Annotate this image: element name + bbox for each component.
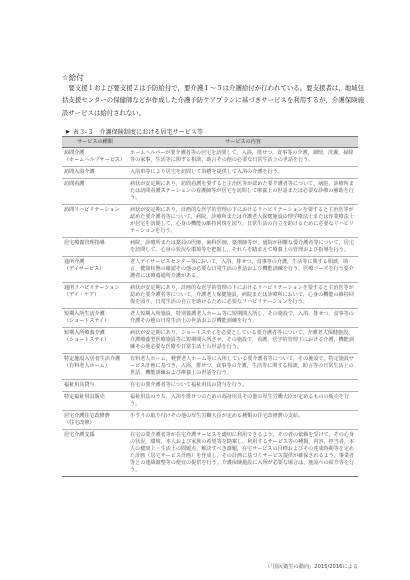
service-name: 通所介護 (64, 259, 85, 265)
service-content-cell: 手すりの取り付けその他の厚生労働大臣が定める種類の住宅改修費の支給。 (128, 411, 358, 430)
table-row (62, 283, 358, 309)
table-row (62, 309, 358, 328)
service-alias: （住宅改修） (64, 420, 95, 426)
table-row (62, 411, 358, 430)
service-type-cell (62, 411, 128, 430)
service-name: 短期入所療養介護 (64, 330, 105, 336)
column-header-service-content: サービスの内容 (128, 137, 358, 148)
caption-text: 表３-３ 介護保険制度における居宅サービス等 (72, 129, 204, 136)
service-alias: （デイサービス） (64, 266, 105, 272)
service-name: 通所リハビリテーション (64, 285, 120, 291)
service-name: 特定福祉用具販売 (64, 394, 105, 400)
service-name: 居宅介護支援 (64, 432, 95, 438)
table-header-row (62, 137, 358, 148)
service-name: 訪問入浴介護 (64, 169, 95, 175)
service-name: 訪問看護 (64, 181, 85, 187)
intro-text (62, 82, 364, 119)
service-content-cell: 病状が安定期にあり，計画的な医学的管理の下におけるリハビリテーションを要すると主治医等が認めた要介護者等について，介護老人保健施設，病院または診療所において，心身の機能の維持回復を図り，日常生活の自立を助けるために必要なリハビリテーションを行う。 (128, 283, 358, 309)
service-type-cell (62, 328, 128, 354)
service-type-cell (62, 205, 128, 238)
table-row (62, 167, 358, 179)
service-content-cell: 福祉用具のうち，入浴や排せつのための福祉用具その他の厚生労働大臣が定めるものの販売を行う。 (128, 392, 358, 411)
service-content-cell: 在宅の要介護者等が在宅介護サービスを適切に利用できるよう，その者の依頼を受けて，その心身の状況，環境，本人および家族の希望等を勘案し，利用するサービス等の種類，内容，担当者，本人の健康上・生活上の問題点，解決すべき課題，在宅サービスの目標およびその達成時期等を定めた計画（居宅サービス計画）を作成し，その計画に基づくサービス提供が確保されるよう，事業者等との連絡調整等の便宜の提供を行う。介護保険施設に入所が必要な場合は，施設への紹介等を行う。 (128, 430, 358, 477)
service-type-cell (62, 257, 128, 283)
service-content-cell: 病状が安定期にあり，ショートステイを必要としている要介護者等について，介護老人保健施設，介護療養型医療施設等に短期間入所させ，その施設で，看護，医学的管理下における介護，機能訓練その他必要な医療や日常生活上の世話を行う。 (128, 328, 358, 354)
table-row (62, 179, 358, 205)
service-type-cell (62, 354, 128, 380)
caption-marker-icon: ▶ (66, 128, 70, 135)
table-row (62, 354, 358, 380)
service-name: 福祉用具貸与 (64, 382, 95, 388)
service-name: 訪問リハビリテーション (64, 207, 120, 213)
table-row (62, 430, 358, 477)
service-type-cell (62, 148, 128, 167)
table-row (62, 205, 358, 238)
service-content-cell: 入浴車等により居宅を訪問して浴槽を提供して入浴の介護を行う。 (128, 167, 358, 179)
table-row (62, 392, 358, 411)
service-content-cell: 病状が安定期にあり，訪問看護を要すると主治医等が認めた要介護者等について，病院，診療所または訪問看護ステーションの看護師等が居宅を訪問して療養上の世話または必要な診療の補助を行う。 (128, 179, 358, 205)
service-type-cell (62, 179, 128, 205)
service-type-cell (62, 392, 128, 411)
table-row (62, 148, 358, 167)
service-content-cell: 有料老人ホーム，軽費老人ホーム等に入所している要介護者等について，その施設で，特定施設サービス計画に基づき，入浴，排せつ，食事等の介護，生活等に関する相談，助言等の日常生活上の世話，機能訓練および療養上の世話を行う。 (128, 354, 358, 380)
service-name: 居宅介護住宅改修費 (64, 413, 110, 419)
column-header-service-type: サービスの種類 (62, 137, 128, 148)
service-name: 短期入所生活介護 (64, 311, 105, 317)
service-alias: （有料老人ホーム） (64, 363, 110, 369)
service-type-cell (62, 167, 128, 179)
table-row (62, 238, 358, 257)
table-row (62, 380, 358, 392)
service-alias: （ショートステイ） (64, 318, 110, 324)
service-type-cell (62, 380, 128, 392)
service-content-cell: 病院，診療所または薬局の医師，歯科医師，薬剤師等が，通院が困難な要介護者等について，居宅を訪問して，心身の状況や環境等を把握し，それらを踏まえて療養上の管理および指導を行う。 (128, 238, 358, 257)
service-type-cell (62, 238, 128, 257)
service-type-cell (62, 430, 128, 477)
service-type-cell (62, 309, 128, 328)
table-row (62, 257, 358, 283)
service-content-cell: 老人デイサービスセンター等において，入浴，排せつ，食事等の介護，生活等に関する相談，助言，健康状態の確認その他の必要な日常生活の世話および機能訓練を行う。医療ニーズを行う要介護者には療養通所介護がある。 (128, 257, 358, 283)
service-content-cell: 在宅の要介護者等について福祉用具の貸与を行う。 (128, 380, 358, 392)
section-heading: ☆給付 (62, 73, 84, 82)
service-type-cell (62, 283, 128, 309)
service-content-cell: 病状が安定期にあり，計画的な医学的管理の下におけるリハビリテーションを要すると主治医等が認めた要介護者等について，病院，診療所または介護老人保健施設の理学療法士または作業療法士が居宅を訪問して，心身の機能の維持回復を図り，日常生活の自立を助けるために必要なリハビリテーションを行う。 (128, 205, 358, 238)
table-row (62, 328, 358, 354)
service-name: 訪問介護 (64, 150, 85, 156)
service-table (62, 136, 358, 477)
service-alias: （デイ・ケア） (64, 292, 100, 298)
service-alias: （ホームヘルプサービス） (64, 157, 126, 163)
service-content-cell: 老人短期入所施設，特別養護老人ホーム等に短期間入所し，その施設で，入浴，排せつ，食事等の介護その他の日常生活上の世話および機能訓練を行う。 (128, 309, 358, 328)
service-alias: （ショートステイ） (64, 337, 110, 343)
source-note: （「国民衛生の動向」2015/2016による (265, 564, 358, 570)
intro-paragraph: 要支援１および要支援２は予防給付で，要介護１〜５は介護給付が行われている。要支援者は，地域包括支援センターの保健師などが作成した介護予防ケアプランに基づきサービスを利用するが，介護保険施設サービスは給付されない。 (62, 84, 364, 117)
table-caption (66, 127, 203, 136)
service-content-cell: ホームヘルパーが要介護者等の居宅を訪問して，入浴，排せつ，食事等の介護，調理，洗濯，掃除等の家事，生活等に関する相談，助言その他の必要な日常生活上の世話を行う。 (128, 148, 358, 167)
service-name: 特定施設入居者生活介護 (64, 356, 121, 362)
service-name: 居宅療養管理指導 (64, 240, 105, 246)
